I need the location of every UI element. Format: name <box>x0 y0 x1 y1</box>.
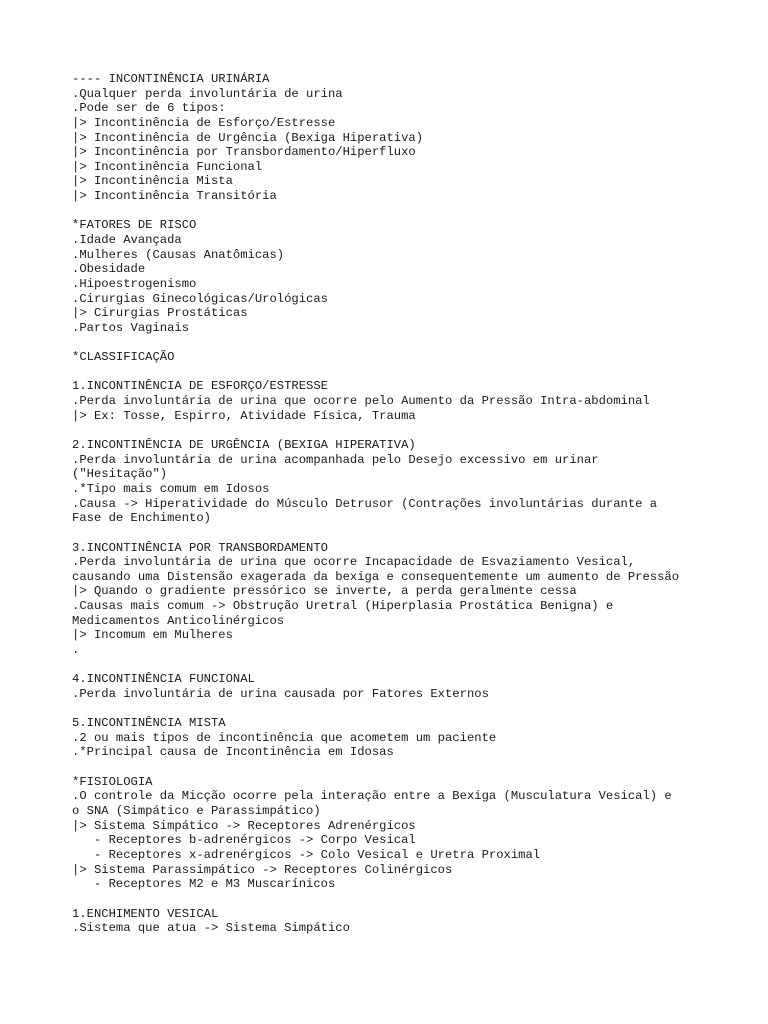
text-line: ("Hesitação") <box>72 467 168 482</box>
text-line: .Pode ser de 6 tipos: <box>72 101 226 116</box>
text-line: |> Incomum em Mulheres <box>72 628 233 643</box>
text-line: .Perda involuntária de urina que ocorre Incapacidade de Esvaziamento Vesical, <box>72 555 636 570</box>
text-line: .Obesidade <box>72 262 146 277</box>
blank-line <box>72 204 712 219</box>
text-line: ---- INCONTINÊNCIA URINÁRIA <box>72 72 270 86</box>
text-line: .Mulheres (Causas Anatômicas) <box>72 247 285 262</box>
text-line: Medicamentos Anticolinérgicos <box>72 613 285 628</box>
text-line: .Sistema que atua -> Sistema Simpático <box>72 921 350 936</box>
text-line: 1.INCONTINÊNCIA DE ESFORÇO/ESTRESSE <box>72 379 328 394</box>
text-line: - Receptores x-adrenérgicos -> Colo Vesical e Uretra Proximal <box>72 847 541 862</box>
text-line: Fase de Enchimento) <box>72 511 211 526</box>
text-line: 4.INCONTINÊNCIA FUNCIONAL <box>72 672 255 687</box>
text-line: |> Incontinência de Urgência (Bexiga Hiperativa) <box>72 130 424 145</box>
text-line: causando uma Distensão exagerada da bexiga e consequentemente um aumento de Pressão <box>72 569 680 584</box>
text-line: .Causas mais comum -> Obstrução Uretral (Hiperplasia Prostática Benigna) e <box>72 599 614 614</box>
text-line: |> Incontinência Mista <box>72 174 233 189</box>
text-line: |> Cirurgias Prostáticas <box>72 306 248 321</box>
text-line: |> Incontinência de Esforço/Estresse <box>72 115 336 130</box>
text-line: . <box>72 642 80 657</box>
text-line: .Hipoestrogenismo <box>72 276 197 291</box>
document-page <box>72 72 712 936</box>
text-line: .2 ou mais tipos de incontinência que acometem um paciente <box>72 730 497 745</box>
text-line: .Causa -> Hiperatividade do Músculo Detrusor (Contrações involuntárias durante a <box>72 496 658 511</box>
blank-line <box>72 760 712 775</box>
text-line: 3.INCONTINÊNCIA POR TRANSBORDAMENTO <box>72 540 328 555</box>
text-line: - Receptores M2 e M3 Muscarínicos <box>72 877 336 892</box>
text-line: |> Ex: Tosse, Espirro, Atividade Física, Trauma <box>72 408 416 423</box>
text-line: |> Incontinência Transitória <box>72 189 277 204</box>
text-line: 2.INCONTINÊNCIA DE URGÊNCIA (BEXIGA HIPERATIVA) <box>72 438 416 453</box>
text-line: o SNA (Simpático e Parassimpático) <box>72 804 321 819</box>
text-line: |> Sistema Simpático -> Receptores Adrenérgicos <box>72 818 416 833</box>
blank-line <box>72 892 712 907</box>
text-line: .Partos Vaginais <box>72 320 190 335</box>
text-line: |> Incontinência Funcional <box>72 159 263 174</box>
text-line: |> Sistema Parassimpático -> Receptores Colinérgicos <box>72 862 453 877</box>
text-line: *FISIOLOGIA <box>72 774 153 789</box>
text-line: 5.INCONTINÊNCIA MISTA <box>72 716 226 731</box>
text-line: *CLASSIFICAÇÃO <box>72 350 175 365</box>
text-line: .O controle da Micção ocorre pela interação entre a Bexiga (Musculatura Vesical) e <box>72 789 672 804</box>
text-line: .Qualquer perda involuntária de urina <box>72 86 343 101</box>
blank-line <box>72 365 712 380</box>
blank-line <box>72 658 712 673</box>
blank-line <box>72 423 712 438</box>
text-line: |> Incontinência por Transbordamento/Hiperfluxo <box>72 145 416 160</box>
text-line: .Perda involuntária de urina causada por Fatores Externos <box>72 686 489 701</box>
text-line: .*Tipo mais comum em Idosos <box>72 481 270 496</box>
text-line: .Cirurgias Ginecológicas/Urológicas <box>72 291 328 306</box>
text-line: .*Principal causa de Incontinência em Idosas <box>72 745 394 760</box>
text-line: .Idade Avançada <box>72 233 182 248</box>
text-line: |> Quando o gradiente pressórico se inverte, a perda geralmente cessa <box>72 584 577 599</box>
text-line: *FATORES DE RISCO <box>72 218 197 233</box>
blank-line <box>72 336 712 351</box>
text-line: .Perda involuntária de urina que ocorre pelo Aumento da Pressão Intra-abdominal <box>72 394 650 409</box>
blank-line <box>72 526 712 541</box>
text-line: - Receptores b-adrenérgicos -> Corpo Vesical <box>72 833 416 848</box>
text-line: 1.ENCHIMENTO VESICAL <box>72 906 219 921</box>
blank-line <box>72 702 712 717</box>
text-line: .Perda involuntária de urina acompanhada pelo Desejo excessivo em urinar <box>72 452 599 467</box>
